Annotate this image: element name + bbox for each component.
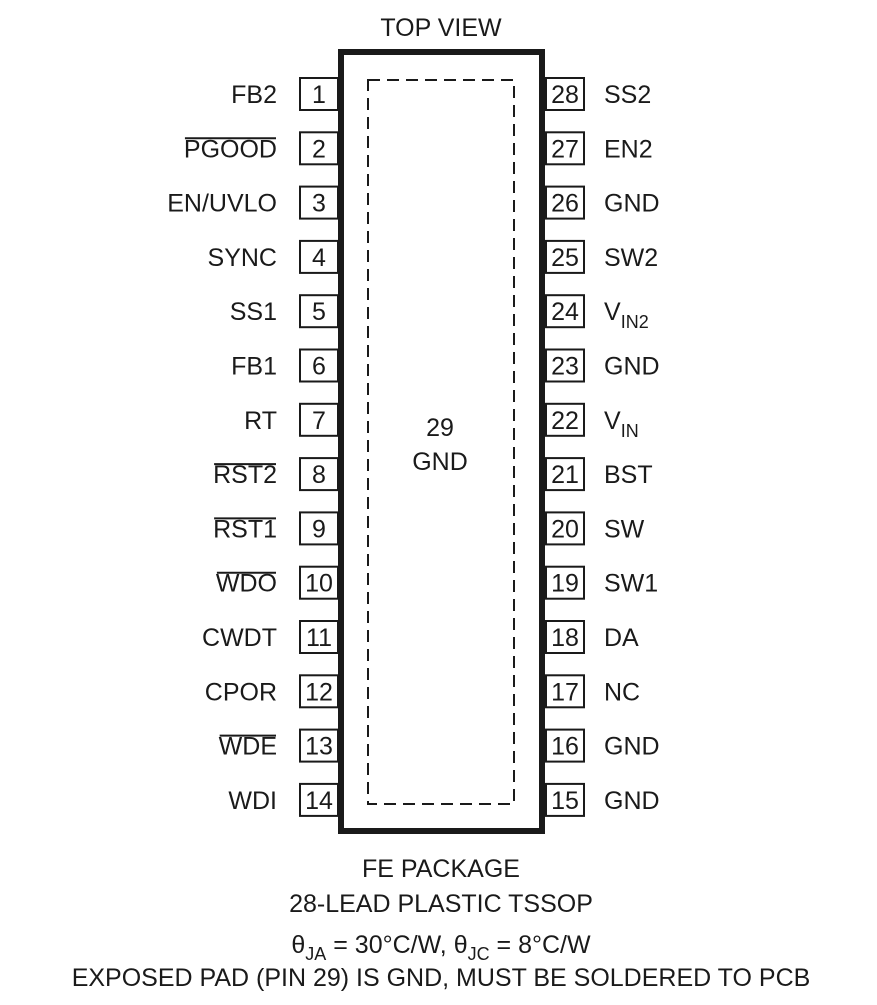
pin-label: CWDT (202, 624, 277, 652)
pin-number: 5 (312, 298, 326, 327)
pin-number: 6 (312, 352, 326, 381)
exposed-pad-note: EXPOSED PAD (PIN 29) IS GND, MUST BE SOLDERED TO PCB (71, 964, 811, 992)
exposed-pad-label: GND (412, 448, 468, 476)
pin-number: 2 (312, 135, 326, 164)
pin-number: 7 (312, 406, 326, 435)
pin-8 (213, 458, 338, 490)
pin-label: GND (604, 352, 660, 381)
pin-number: 9 (312, 515, 326, 544)
pin-label (604, 407, 639, 441)
pin-label: CPOR (204, 678, 277, 707)
pin-label: SW2 (604, 243, 659, 272)
pin-number: 10 (305, 569, 333, 598)
theta-ja-symbol: θ (291, 931, 306, 959)
pin-label: RST1 (213, 515, 277, 544)
pin-label: BST (604, 461, 653, 490)
pin-6 (231, 350, 338, 382)
pin-number: 12 (305, 678, 333, 707)
pin-10 (216, 567, 338, 599)
theta-jc-value: = 8°C/W (489, 931, 591, 959)
pin-7 (244, 404, 338, 436)
pin-label: GND (604, 786, 660, 815)
pin-label-main: V (604, 406, 621, 435)
pin-label: PGOOD (183, 135, 277, 164)
pin-15 (546, 784, 660, 816)
pin-label: EN/UVLO (167, 189, 277, 218)
pin-5 (230, 295, 338, 327)
pin-number: 11 (306, 624, 332, 652)
pin-label: SW1 (604, 569, 659, 598)
pin-number: 17 (551, 678, 579, 707)
pin-number: 19 (551, 569, 579, 598)
pin-9 (213, 512, 338, 544)
pin-label: WDI (228, 786, 277, 815)
theta-ja-value: = 30°C/W, (326, 931, 454, 959)
pin-2 (184, 132, 338, 164)
pin-label: SW (604, 515, 645, 544)
pin-number: 15 (551, 786, 579, 815)
pin-label: FB2 (231, 81, 277, 109)
thermal-resistance (291, 931, 591, 964)
exposed-pad-outline (368, 80, 514, 804)
pin-label: EN2 (604, 135, 653, 164)
pin-number: 4 (312, 243, 326, 272)
pin-label: WDO (215, 569, 277, 598)
pin-number: 25 (551, 243, 579, 272)
pin-28 (546, 78, 651, 110)
pin-17 (546, 675, 640, 707)
pin-12 (205, 675, 338, 707)
pin-label: NC (604, 678, 641, 707)
pin-number: 20 (551, 515, 579, 544)
pin-number: 21 (551, 461, 579, 490)
pin-number: 3 (312, 189, 326, 218)
pin-11 (202, 621, 338, 653)
pin-number: 28 (551, 81, 579, 109)
exposed-pad-number: 29 (426, 414, 454, 442)
pin-26 (546, 187, 660, 219)
pin-27 (546, 132, 653, 164)
pin-label: WDE (218, 732, 277, 761)
pin-label: GND (604, 732, 660, 761)
pin-18 (546, 621, 639, 653)
pin-number: 1 (312, 81, 326, 109)
pin-4 (208, 241, 338, 273)
right-pin-column (546, 78, 660, 816)
pin-label: RT (244, 406, 277, 435)
pin-label-subscript: IN2 (620, 312, 649, 333)
left-pin-column (167, 78, 338, 816)
pin-number: 26 (551, 189, 579, 218)
pin-19 (546, 567, 658, 599)
pin-number: 22 (551, 406, 579, 435)
pin-24 (546, 295, 649, 332)
pin-label: SS1 (229, 298, 277, 327)
pin-13 (219, 730, 338, 762)
theta-ja-subscript: JA (305, 944, 327, 964)
pin-16 (546, 730, 660, 762)
pin-number: 23 (551, 352, 579, 381)
pin-label: FB1 (231, 352, 277, 381)
package-type: 28-LEAD PLASTIC TSSOP (289, 890, 593, 918)
diagram-title: TOP VIEW (380, 14, 502, 42)
pin-number: 27 (551, 135, 579, 164)
pin-22 (546, 404, 639, 441)
pin-23 (546, 350, 660, 382)
pin-1 (231, 78, 338, 110)
pin-25 (546, 241, 658, 273)
pin-label: RST2 (213, 461, 277, 490)
theta-jc-symbol: θ (453, 931, 468, 959)
pin-label-main: V (604, 298, 621, 327)
pin-label: SYNC (207, 243, 277, 272)
pin-number: 13 (305, 732, 333, 761)
package-name: FE PACKAGE (362, 855, 520, 883)
pin-14 (228, 784, 338, 816)
pin-20 (546, 512, 645, 544)
pin-number: 8 (312, 461, 326, 490)
pin-label-subscript: IN (620, 420, 639, 441)
pin-label: GND (604, 189, 660, 218)
pin-21 (546, 458, 653, 490)
pin-number: 14 (305, 786, 333, 815)
pin-label: SS2 (604, 81, 652, 109)
pin-label: DA (604, 624, 639, 652)
pin-number: 16 (551, 732, 579, 761)
pin-number: 18 (551, 624, 579, 652)
pin-label (604, 298, 649, 332)
theta-jc-subscript: JC (467, 944, 490, 964)
pin-number: 24 (551, 298, 579, 327)
pin-3 (167, 187, 338, 219)
